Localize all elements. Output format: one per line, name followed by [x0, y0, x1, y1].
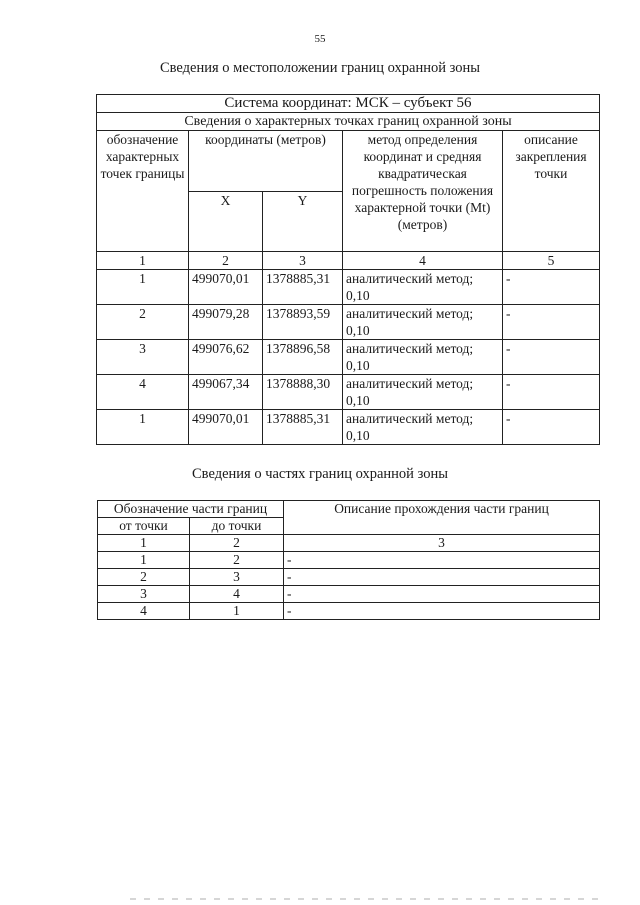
fixing-cell: - — [503, 375, 600, 410]
page-number: 55 — [314, 33, 326, 45]
point-cell: 1 — [97, 270, 189, 305]
table-row — [97, 340, 600, 375]
header-y: Y — [263, 191, 343, 252]
y-cell: 1378896,58 — [263, 340, 343, 375]
point-cell: 1 — [97, 410, 189, 445]
fixing-cell: - — [503, 305, 600, 340]
header-to: до точки — [190, 518, 284, 535]
header-x: X — [189, 191, 263, 252]
y-cell: 1378885,31 — [263, 410, 343, 445]
scan-artifact — [130, 898, 600, 900]
to-cell: 2 — [190, 552, 284, 569]
to-cell: 3 — [190, 569, 284, 586]
boundary-parts-table — [97, 500, 600, 620]
coordinates-table — [96, 94, 600, 445]
method-cell: аналитический метод; 0,10 — [343, 375, 503, 410]
x-cell: 499079,28 — [189, 305, 263, 340]
table-row — [98, 569, 600, 586]
from-cell: 4 — [98, 603, 190, 620]
x-cell: 499070,01 — [189, 410, 263, 445]
table-row — [97, 305, 600, 340]
fixing-cell: - — [503, 270, 600, 305]
col-number: 2 — [189, 252, 263, 270]
table-row — [98, 552, 600, 569]
header-designation: обозначение характерных точек границы — [97, 131, 189, 252]
header-fixing: описание закрепления точки — [503, 131, 600, 252]
to-cell: 4 — [190, 586, 284, 603]
from-cell: 3 — [98, 586, 190, 603]
y-cell: 1378888,30 — [263, 375, 343, 410]
fixing-cell: - — [503, 340, 600, 375]
header-description: Описание прохождения части границ — [284, 501, 600, 535]
description-cell: - — [284, 603, 600, 620]
from-cell: 2 — [98, 569, 190, 586]
description-cell: - — [284, 552, 600, 569]
y-cell: 1378893,59 — [263, 305, 343, 340]
method-cell: аналитический метод; 0,10 — [343, 340, 503, 375]
section-title-location: Сведения о местоположении границ охранной зоны — [159, 60, 480, 76]
table-row — [98, 603, 600, 620]
x-cell: 499067,34 — [189, 375, 263, 410]
table-row — [97, 375, 600, 410]
col-number: 4 — [343, 252, 503, 270]
method-cell: аналитический метод; 0,10 — [343, 270, 503, 305]
col-number: 1 — [98, 535, 190, 552]
header-part: Обозначение части границ — [98, 501, 284, 518]
col-number: 2 — [190, 535, 284, 552]
to-cell: 1 — [190, 603, 284, 620]
header-coordinates: координаты (метров) — [189, 131, 343, 192]
x-cell: 499076,62 — [189, 340, 263, 375]
table-row — [97, 270, 600, 305]
from-cell: 1 — [98, 552, 190, 569]
coordinate-system-cell: Система координат: МСК – субъект 56 — [97, 95, 600, 113]
header-from: от точки — [98, 518, 190, 535]
description-cell: - — [284, 586, 600, 603]
table-row — [98, 586, 600, 603]
header-method: метод определения координат и средняя квадратическая погрешность положения характерной точки (Mt) (метров) — [343, 131, 503, 252]
point-cell: 4 — [97, 375, 189, 410]
y-cell: 1378885,31 — [263, 270, 343, 305]
x-cell: 499070,01 — [189, 270, 263, 305]
table-row — [97, 410, 600, 445]
description-cell: - — [284, 569, 600, 586]
col-number: 1 — [97, 252, 189, 270]
point-cell: 3 — [97, 340, 189, 375]
method-cell: аналитический метод; 0,10 — [343, 410, 503, 445]
col-number: 3 — [284, 535, 600, 552]
col-number: 5 — [503, 252, 600, 270]
point-cell: 2 — [97, 305, 189, 340]
table-subtitle-cell: Сведения о характерных точках границ охранной зоны — [97, 113, 600, 131]
section-title-parts: Сведения о частях границ охранной зоны — [192, 466, 448, 482]
col-number: 3 — [263, 252, 343, 270]
fixing-cell: - — [503, 410, 600, 445]
method-cell: аналитический метод; 0,10 — [343, 305, 503, 340]
